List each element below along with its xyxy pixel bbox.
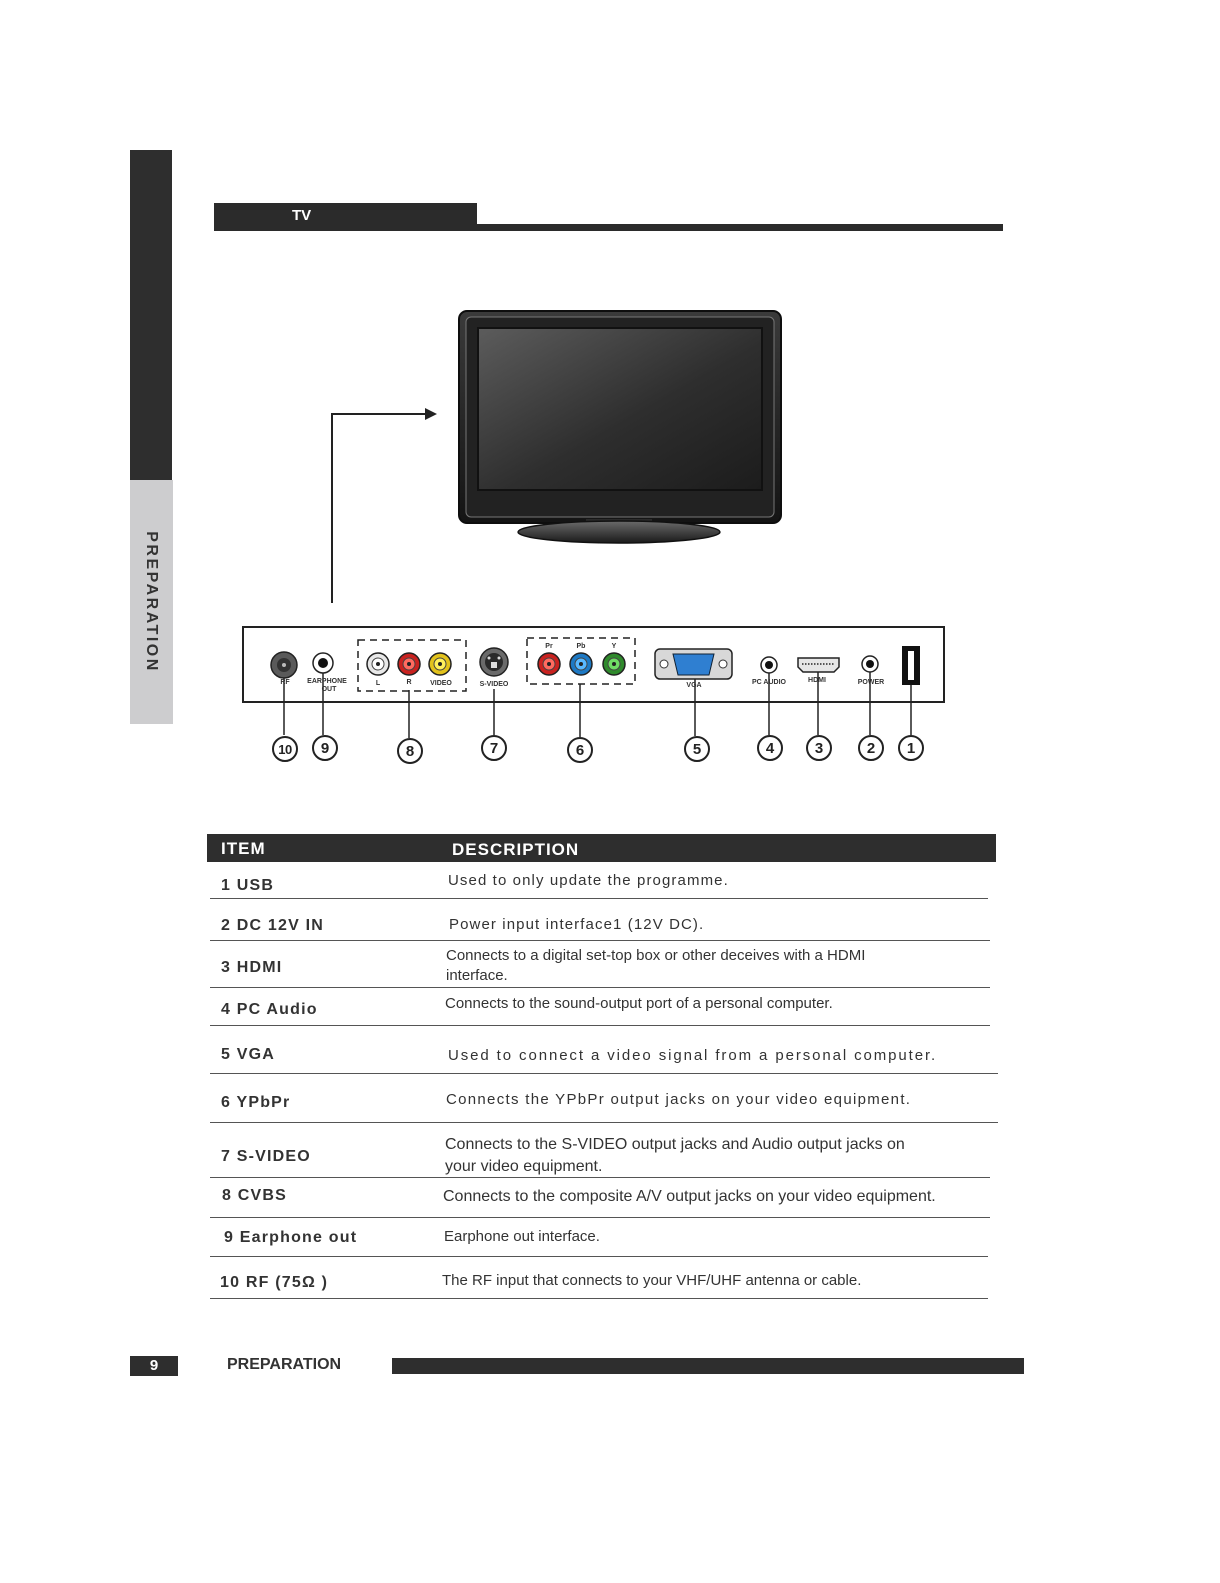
row-divider [210, 1217, 990, 1218]
audio-right-label: R [406, 679, 412, 686]
s-video-label: S-VIDEO [479, 681, 509, 688]
callout-8: 8 [397, 738, 423, 764]
callout-2: 2 [858, 735, 884, 761]
earphone-label: EARPHONE [307, 678, 347, 685]
footer-section-title: PREPARATION [227, 1356, 342, 1373]
rf-jack-icon [271, 652, 297, 678]
rf-label: RF [280, 679, 290, 686]
row-divider [210, 898, 988, 899]
audio-left-jack-icon [367, 653, 389, 675]
pr-jack-icon [538, 653, 560, 675]
y-jack-icon [603, 653, 625, 675]
callout-5: 5 [684, 736, 710, 762]
sidebar-section-label: PREPARATION [143, 531, 160, 673]
pc-audio-label: PC AUDIO [752, 679, 786, 686]
power-jack-icon [862, 656, 878, 672]
y-label: Y [611, 643, 617, 650]
header-description: DESCRIPTION [452, 840, 580, 859]
row-divider [210, 1122, 998, 1123]
pointer-arrow [332, 408, 437, 603]
desc-s-video-line2: your video equipment. [445, 1158, 603, 1175]
desc-earphone-out: Earphone out interface. [444, 1228, 600, 1245]
callout-6: 6 [567, 737, 593, 763]
hdmi-label: HDMI [808, 677, 826, 684]
item-s-video: 7 S-VIDEO [221, 1148, 311, 1165]
callout-3: 3 [806, 735, 832, 761]
footer-bar [392, 1358, 1024, 1374]
row-divider [210, 1177, 990, 1178]
item-vga: 5 VGA [221, 1046, 276, 1063]
desc-usb: Used to only update the programme. [448, 872, 729, 889]
desc-pc-audio: Connects to the sound-output port of a personal computer. [445, 995, 833, 1012]
audio-left-label: L [375, 680, 381, 687]
page-number: 9 [130, 1356, 178, 1376]
video-jack-icon [429, 653, 451, 675]
pb-jack-icon [570, 653, 592, 675]
callout-4: 4 [757, 735, 783, 761]
earphone-jack-icon [313, 653, 333, 673]
row-divider [210, 1073, 998, 1074]
desc-vga: Used to connect a video signal from a personal computer. [448, 1047, 938, 1064]
row-divider [210, 1298, 988, 1299]
desc-s-video-line1: Connects to the S-VIDEO output jacks and Audio output jacks on [445, 1136, 905, 1153]
item-usb: 1 USB [221, 877, 275, 894]
pb-label: Pb [576, 643, 586, 650]
desc-cvbs: Connects to the composite A/V output jacks on your video equipment. [443, 1188, 936, 1205]
row-divider [210, 1256, 988, 1257]
earphone-out-label: OUT [321, 686, 337, 693]
item-hdmi: 3 HDMI [221, 959, 283, 976]
page-title: TV [292, 207, 312, 224]
item-cvbs: 8 CVBS [222, 1187, 287, 1204]
callout-1: 1 [898, 735, 924, 761]
pr-label: Pr [545, 643, 553, 650]
item-pc-audio: 4 PC Audio [221, 1001, 318, 1018]
header-item: ITEM [221, 839, 266, 858]
desc-rf: The RF input that connects to your VHF/UHF antenna or cable. [442, 1272, 862, 1289]
callout-9: 9 [312, 735, 338, 761]
hdmi-port-icon [798, 658, 839, 672]
audio-right-jack-icon [398, 653, 420, 675]
vga-label: VGA [686, 682, 702, 689]
s-video-jack-icon [480, 648, 508, 676]
usb-port-icon [902, 646, 920, 685]
row-divider [210, 1025, 990, 1026]
callout-10: 10 [272, 736, 298, 762]
row-divider [210, 940, 990, 941]
power-label: POWER [857, 679, 885, 686]
video-label: VIDEO [430, 680, 452, 687]
item-rf: 10 RF (75Ω ) [220, 1274, 329, 1291]
pc-audio-jack-icon [761, 657, 777, 673]
tv-illustration [459, 311, 781, 543]
callout-7: 7 [481, 735, 507, 761]
desc-ypbpr: Connects the YPbPr output jacks on your video equipment. [446, 1091, 912, 1108]
desc-hdmi-line2: interface. [446, 967, 508, 984]
item-dc-in: 2 DC 12V IN [221, 917, 325, 934]
item-ypbpr: 6 YPbPr [221, 1094, 291, 1111]
item-earphone-out: 9 Earphone out [224, 1229, 358, 1246]
desc-dc-in: Power input interface1 (12V DC). [449, 916, 705, 933]
row-divider [210, 987, 990, 988]
table-header [207, 834, 996, 862]
vga-port-icon [655, 649, 732, 679]
desc-hdmi-line1: Connects to a digital set-top box or other deceives with a HDMI [446, 947, 866, 964]
